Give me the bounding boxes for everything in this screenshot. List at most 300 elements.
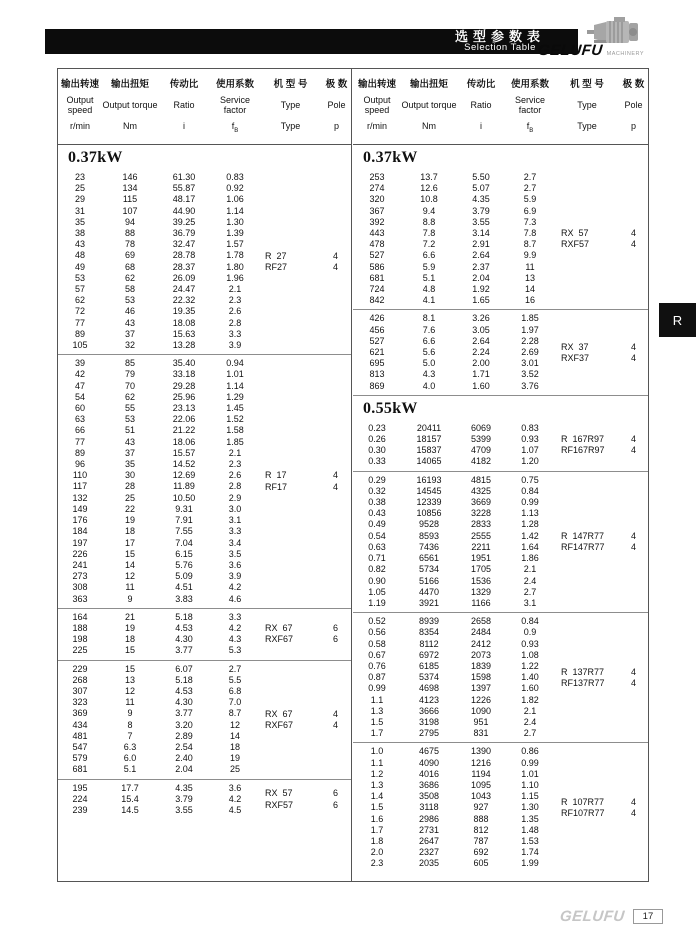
table-cell: 4090 [418,757,440,768]
table-cell: 1.0 [370,746,384,757]
table-section [58,608,351,660]
table-cell: 813 [369,369,385,380]
table-cell: 1.5 [370,716,384,727]
table-cell: 4.51 [175,582,193,593]
table-cell: 17 [124,537,135,548]
table-cell: 0.23 [368,422,386,433]
table-cell: 3.20 [175,719,193,730]
table-cell: 6561 [418,553,440,564]
table-cell: 3686 [418,779,440,790]
table-row [353,564,648,575]
table-cell: 1.74 [521,847,539,858]
table-cell: 4698 [418,683,440,694]
pole-cell: 4 [630,796,636,807]
column-header-cn: 输出转速 [60,79,99,90]
table-cell: 0.71 [368,553,386,564]
table-cell: 2795 [418,728,440,739]
table-cell: 547 [72,741,88,752]
table-cell: 5.5 [228,674,242,685]
table-cell: 3.77 [175,708,193,719]
table-cell: 37 [124,328,135,339]
table-cell: 9528 [418,519,440,530]
table-row [353,769,648,780]
table-cell: 8 [127,719,133,730]
type-pole-block [259,470,351,492]
table-cell: 42 [74,369,85,380]
table-row [58,686,351,697]
table-cell: 0.99 [521,497,539,508]
type-pole-block [555,341,648,363]
table-cell: 68 [124,261,135,272]
table-cell: 1.30 [521,802,539,813]
type-cell: R 147R77 [561,530,605,541]
table-cell: 19.35 [172,306,196,317]
table-cell: 0.87 [368,672,386,683]
table-cell: 53 [124,295,135,306]
table-row [353,284,648,295]
column-header [210,69,260,144]
type-pole-line [259,250,351,261]
table-section [353,420,648,471]
type-cell: RXF37 [561,352,590,363]
table-cell: 7 [127,730,133,741]
table-cell: 2211 [471,541,491,552]
table-row [353,508,648,519]
table-cell: 2.00 [472,358,490,369]
column-header-en: Service factor [219,94,250,115]
column-header-unit: p [630,121,636,131]
table-cell: 1.42 [521,530,539,541]
table-cell: 7.8 [422,228,436,239]
table-right-half [353,69,648,881]
table-cell: 0.58 [368,638,386,649]
type-pole-line [259,720,351,731]
table-cell: 38 [74,228,85,239]
table-cell: 0.92 [226,183,244,194]
table-cell: 1.29 [226,391,244,402]
table-cell: 0.93 [521,434,539,445]
table-cell: 3.79 [472,205,490,216]
column-header-en: Service factor [514,94,545,115]
pole-cell: 4 [630,807,636,818]
table-cell: 4.2 [228,582,242,593]
type-pole-line [555,678,648,689]
table-cell: 66 [74,425,85,436]
table-cell: 1194 [471,768,491,779]
table-cell: 5.6 [422,347,436,358]
table-cell: 0.9 [523,627,537,638]
table-row [353,858,648,869]
table-cell: 2.64 [472,335,490,346]
table-cell: 12.69 [172,470,196,481]
table-cell: 0.67 [368,649,386,660]
table-row [58,504,351,515]
table-cell: 2.1 [523,705,537,716]
type-pole-line [555,434,648,445]
column-header-cn: 传动比 [169,79,199,90]
table-cell: 164 [72,611,88,622]
column-header-unit: $f_B$ [526,121,534,134]
header-bar [45,29,578,54]
column-header-unit: r/min [367,121,387,131]
table-cell: 1.01 [226,369,244,380]
table-cell: 1.82 [521,694,539,705]
table-cell: 15.4 [121,793,139,804]
table-cell: 5.9 [422,261,436,272]
column-header-unit: r/min [70,121,90,131]
table-cell: 8112 [419,638,439,649]
table-cell: 3.1 [523,597,537,608]
type-cell: RF147R77 [561,541,605,552]
table-cell: 320 [369,194,385,205]
table-cell: 1839 [470,660,492,671]
table-cell: 6.6 [422,335,436,346]
table-section [353,742,648,872]
table-cell: 1.45 [226,403,244,414]
table-section [58,660,351,779]
type-pole-line [555,808,648,819]
type-cell: RF27 [265,261,288,272]
table-cell: 2412 [470,638,492,649]
column-header-unit: Nm [422,121,436,131]
table-cell: 1329 [470,586,492,597]
table-cell: 692 [473,847,489,858]
table-cell: 17.7 [121,782,139,793]
side-tab-r [659,303,696,337]
table-row [58,403,351,414]
table-cell: 1.10 [521,779,539,790]
table-cell: 4470 [418,586,440,597]
table-cell: 1.85 [521,313,539,324]
table-cell: 1.60 [521,683,539,694]
table-cell: 0.52 [368,616,386,627]
table-row [58,697,351,708]
table-cell: 1.92 [472,284,490,295]
brand-wordmark: GELUFU [537,42,604,59]
table-cell: 2.4 [523,575,537,586]
table-cell: 2.7 [523,586,537,597]
table-cell: 605 [473,858,489,869]
table-cell: 434 [72,719,88,730]
table-row [58,414,351,425]
table-cell: 6185 [418,660,440,671]
table-cell: 1.19 [368,597,386,608]
table-cell: 0.29 [368,474,386,485]
table-cell: 12.6 [420,183,438,194]
table-cell: 4.6 [228,593,242,604]
table-cell: 0.90 [368,575,386,586]
table-cell: 2.1 [523,564,537,575]
table-row [353,486,648,497]
table-row [353,706,648,717]
table-cell: 681 [72,764,88,775]
type-cell: RF17 [265,481,288,492]
table-header-row [58,69,351,145]
table-cell: 25 [229,764,240,775]
table-cell: 11.89 [173,481,195,492]
table-cell: 6.0 [123,753,137,764]
table-cell: 11 [125,697,135,708]
type-pole-line [259,634,351,645]
pole-cell: 4 [630,228,636,239]
table-cell: 107 [122,205,138,216]
table-cell: 13.7 [420,172,438,182]
table-cell: 1.14 [226,205,244,216]
type-pole-block [555,797,648,819]
column-header-en: Output speed [363,94,391,115]
table-cell: 3.3 [228,611,242,622]
table-cell: 0.54 [368,530,386,541]
table-cell: 105 [72,340,88,351]
table-cell: 149 [72,503,88,514]
table-cell: 6.6 [422,250,436,261]
type-pole-line [259,481,351,492]
table-cell: 9.9 [523,250,537,261]
table-cell: 3198 [418,716,440,727]
table-cell: 8.8 [422,216,436,227]
table-cell: 14 [524,284,535,295]
column-header [401,69,457,144]
table-cell: 51 [124,425,135,436]
column-header-en: Ratio [173,99,195,110]
pole-cell: 4 [630,434,636,445]
table-row [58,183,351,194]
table-cell: 1.7 [370,728,384,739]
table-cell: 273 [72,571,88,582]
table-row [58,425,351,436]
table-cell: 6.9 [523,205,537,216]
table-cell: 3.83 [175,593,193,604]
table-cell: 8.7 [523,239,537,250]
column-header [505,69,555,144]
table-row [353,217,648,228]
table-cell: 5.3 [228,645,242,656]
pole-cell: 6 [332,622,338,633]
table-cell: 3.9 [228,340,242,351]
table-cell: 22.06 [172,414,196,425]
page-title-en: Selection Table [464,42,536,53]
table-cell: 9 [127,593,133,604]
table-cell: 1.85 [226,436,244,447]
table-cell: 239 [72,804,88,815]
type-pole-line [259,262,351,273]
column-header-en: Output torque [401,99,457,110]
table-cell: 6.15 [175,548,193,559]
table-cell: 2.54 [175,741,193,752]
table-cell: 1390 [470,746,492,757]
table-cell: 2035 [418,858,440,869]
table-cell: 69 [124,250,135,261]
table-cell: 48 [74,250,85,261]
table-cell: 3.55 [175,804,193,815]
table-cell: 1.3 [370,779,384,790]
table-cell: 9.4 [422,205,436,216]
table-cell: 89 [74,328,85,339]
table-cell: 28.37 [172,261,196,272]
table-cell: 1090 [470,705,492,716]
column-header [555,69,619,144]
table-cell: 30 [124,470,135,481]
table-cell: 1.3 [370,705,384,716]
table-cell: 16193 [416,474,442,485]
table-cell: 2.37 [472,261,490,272]
type-pole-line [259,788,351,799]
power-heading: 0.37kW [68,149,123,166]
table-section [353,169,648,309]
table-cell: 1.53 [521,835,539,846]
type-cell: R 27 [265,250,287,261]
table-cell: 32.47 [172,239,196,250]
type-cell: RX 37 [561,341,589,352]
table-cell: 4675 [418,746,440,757]
type-pole-line [259,470,351,481]
table-cell: 15 [124,663,135,674]
column-header-en: Pole [327,99,346,110]
table-cell: 3.77 [175,645,193,656]
table-row [353,717,648,728]
column-header-cn: 传动比 [466,79,496,90]
table-cell: 5.76 [175,559,193,570]
table-row [353,627,648,638]
table-row [58,392,351,403]
table-cell: 176 [72,515,88,526]
table-cell: 2.69 [521,347,539,358]
brand-logo [538,42,644,59]
table-cell: 4.0 [422,380,436,391]
table-cell: 16 [524,295,535,306]
column-header-unit: Nm [123,121,137,131]
table-row [353,639,648,650]
table-cell: 198 [72,634,88,645]
table-cell: 0.99 [521,757,539,768]
pole-cell: 4 [630,530,636,541]
table-cell: 2647 [418,835,440,846]
type-cell: R 17 [265,470,287,481]
table-cell: 0.33 [368,456,386,467]
table-row [58,459,351,470]
table-cell: 1598 [470,672,492,683]
table-cell: 1.05 [368,586,386,597]
table-cell: 8.1 [422,313,436,324]
table-cell: 6069 [470,422,492,433]
table-section [353,471,648,612]
table-section [58,779,351,820]
table-cell: 0.43 [368,508,386,519]
table-left-half [58,69,352,881]
table-cell: 11 [525,261,535,272]
table-row [58,437,351,448]
table-cell: 10.50 [172,492,196,503]
type-pole-line [555,353,648,364]
table-cell: 115 [122,194,138,205]
table-cell: 3.55 [472,216,490,227]
table-cell: 18.06 [172,436,196,447]
table-cell: 3508 [418,791,440,802]
table-row [353,381,648,392]
table-cell: 695 [369,358,385,369]
table-row [58,571,351,582]
column-header-en: Output speed [66,94,94,115]
table-cell: 25 [74,183,85,194]
table-cell: 54 [74,391,85,402]
type-pole-block [555,531,648,553]
table-cell: 5.1 [123,764,137,775]
column-header-cn: 输出转速 [357,79,396,90]
table-cell: 23 [74,172,85,182]
type-cell: RF137R77 [561,677,605,688]
table-cell: 1.14 [226,380,244,391]
table-cell: 4325 [470,485,492,496]
table-cell: 2.3 [228,295,242,306]
table-row [58,239,351,250]
table-cell: 9 [127,708,133,719]
table-cell: 2.3 [228,459,242,470]
table-cell: 4.2 [228,622,242,633]
column-header-cn: 机 型 号 [570,79,604,90]
table-cell: 28 [124,481,135,492]
table-cell: 3.9 [228,571,242,582]
table-cell: 15 [124,548,135,559]
table-cell: 19 [124,515,135,526]
table-row [353,475,648,486]
table-cell: 8.7 [228,708,242,719]
pole-cell: 4 [332,261,338,272]
table-row [353,758,648,769]
table-cell: 2327 [418,847,440,858]
table-cell: 3.26 [472,313,490,324]
type-cell: RX 67 [265,708,293,719]
table-cell: 21 [124,611,135,622]
column-header-unit: Type [577,121,597,131]
table-cell: 2.0 [370,847,384,858]
pole-cell: 4 [630,341,636,352]
table-row [353,273,648,284]
table-cell: 7436 [418,541,440,552]
table-row [58,594,351,605]
table-cell: 3.1 [228,515,242,526]
table-row [58,273,351,284]
table-cell: 2.40 [175,753,193,764]
table-cell: 307 [72,685,88,696]
table-cell: 1.80 [226,261,244,272]
type-cell: RX 67 [265,622,293,633]
table-cell: 1.4 [370,791,384,802]
table-cell: 0.83 [521,422,539,433]
table-row [353,650,648,661]
table-cell: 48.17 [172,194,196,205]
table-cell: 1951 [470,553,492,564]
table-cell: 2.6 [228,306,242,317]
table-cell: 443 [369,228,385,239]
table-cell: 3.76 [521,380,539,391]
table-cell: 2.6 [228,470,242,481]
table-cell: 1.6 [370,813,384,824]
table-cell: 0.83 [226,172,244,182]
table-cell: 0.99 [368,683,386,694]
table-cell: 1.5 [370,802,384,813]
table-cell: 14.5 [121,804,139,815]
table-cell: 5399 [470,434,492,445]
table-row [353,497,648,508]
table-cell: 85 [124,358,135,369]
table-cell: 58 [124,284,135,295]
table-cell: 392 [369,216,385,227]
table-cell: 53 [74,272,85,283]
type-pole-block [555,228,648,250]
table-cell: 2.8 [228,317,242,328]
table-row [58,664,351,675]
table-cell: 2.7 [523,183,537,194]
